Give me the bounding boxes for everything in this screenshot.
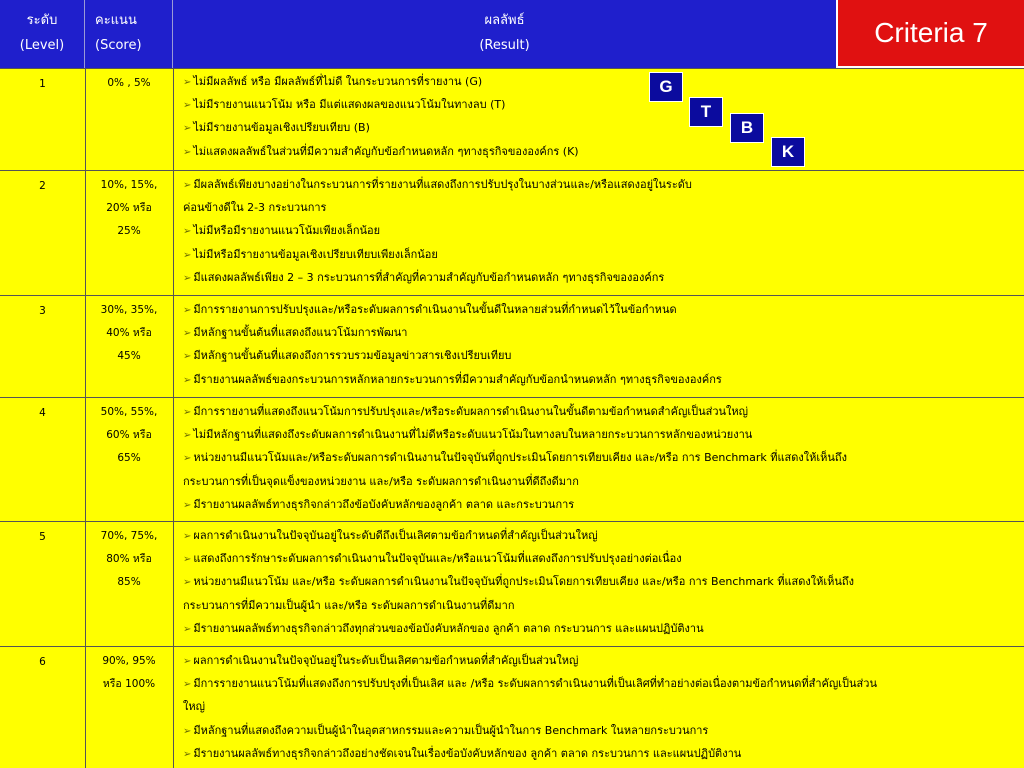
bullet-icon: ➢ bbox=[183, 249, 192, 261]
row-level: 6 bbox=[39, 656, 46, 668]
score-line: 0% , 5% bbox=[107, 77, 151, 89]
row-level: 1 bbox=[39, 78, 46, 90]
list-item: กระบวนการที่มีความเป็นผู้นำ และ/หรือ ระดับผลการดำเนินงานที่ดีมาก bbox=[183, 598, 515, 612]
score-line: หรือ 100% bbox=[102, 678, 156, 690]
bullet-icon: ➢ bbox=[183, 351, 192, 363]
row-result-list bbox=[183, 400, 1018, 516]
score-line: 10%, 15%, bbox=[100, 179, 158, 191]
list-item: ➢ มีหลักฐานขั้นต้นที่แสดงถึงการรวบรวมข้อมูลข่าวสารเชิงเปรียบเทียบ bbox=[183, 349, 512, 363]
row-score bbox=[85, 72, 173, 95]
list-item: ➢ มีการรายงานที่แสดงถึงแนวโน้มการปรับปรุงและ/หรือระดับผลการดำเนินงานในขั้นดีตามข้อกำหนดสำคัญเป็นส่วนใหญ่ bbox=[183, 405, 749, 418]
row-divider bbox=[0, 295, 1024, 296]
list-item: ➢ ไม่มีรายงานแนวโน้ม หรือ มีแต่แสดงผลของแนวโน้มในทางลบ (T) bbox=[183, 98, 506, 112]
bullet-icon: ➢ bbox=[183, 531, 192, 542]
score-header-english: (Score) bbox=[95, 38, 142, 53]
list-item: ➢ ผลการดำเนินงานในปัจจุบันอยู่ในระดับเป็นเลิศตามข้อกำหนดที่สำคัญเป็นส่วนใหญ่ bbox=[183, 654, 579, 667]
list-item: ➢ แสดงถึงการรักษาระดับผลการดำเนินงานในปัจจุบันและ/หรือแนวโน้มที่แสดงถึงการปรับปรุงอย่างต่อเนื่อง bbox=[183, 552, 682, 566]
list-item: กระบวนการที่เป็นจุดแข็งของหน่วยงาน และ/หรือ ระดับผลการดำเนินงานที่ดีถึงดีมาก bbox=[183, 474, 579, 488]
score-line: 20% หรือ bbox=[106, 202, 152, 214]
badge-g: G bbox=[649, 72, 683, 102]
bullet-icon: ➢ bbox=[183, 180, 192, 191]
column-divider bbox=[173, 68, 174, 768]
list-item: ใหญ่ bbox=[183, 700, 205, 714]
criteria-title: Criteria 7 bbox=[874, 17, 988, 48]
bullet-icon: ➢ bbox=[183, 623, 192, 635]
score-line: 40% หรือ bbox=[106, 327, 152, 339]
list-item: ➢ มีผลลัพธ์เพียงบางอย่างในกระบวนการที่รายงานที่แสดงถึงการปรับปรุงในบางส่วนและ/หรือแสดงอยู่ในระดับ bbox=[183, 178, 692, 191]
list-item: ➢ หน่วยงานมีแนวโน้ม และ/หรือ ระดับผลการดำเนินงานในปัจจุบันที่ถูกประเมินโดยการเทียบเคียง และ/หรือ การ Benchmark ที่แสดงให้เห็นถึง bbox=[183, 575, 854, 589]
score-line: 90%, 95% bbox=[102, 655, 156, 667]
row-score bbox=[85, 299, 173, 368]
row-divider bbox=[0, 521, 1024, 522]
bullet-icon: ➢ bbox=[183, 77, 192, 88]
level-column-header bbox=[0, 0, 85, 68]
score-line: 65% bbox=[117, 452, 141, 464]
row-score bbox=[85, 401, 173, 470]
criteria-title-box bbox=[836, 0, 1024, 68]
bullet-icon: ➢ bbox=[183, 100, 192, 112]
bullet-icon: ➢ bbox=[183, 305, 192, 316]
score-header-thai: คะแนน bbox=[95, 13, 137, 28]
bullet-icon: ➢ bbox=[183, 748, 192, 760]
bullet-icon: ➢ bbox=[183, 430, 192, 442]
result-header-english: (Result) bbox=[479, 38, 530, 53]
row-result-list bbox=[183, 70, 1018, 163]
bullet-icon: ➢ bbox=[183, 272, 192, 284]
row-level: 5 bbox=[39, 531, 46, 543]
bullet-icon: ➢ bbox=[183, 679, 192, 691]
badge-t: T bbox=[689, 97, 723, 127]
badge-b: B bbox=[730, 113, 764, 143]
list-item: ➢ ไม่มีหรือมีรายงานข้อมูลเชิงเปรียบเทียบเพียงเล็กน้อย bbox=[183, 247, 438, 261]
bullet-icon: ➢ bbox=[183, 725, 192, 737]
row-score bbox=[85, 174, 173, 243]
list-item: ➢ มีการรายงานแนวโน้มที่แสดงถึงการปรับปรุงที่เป็นเลิศ และ /หรือ ระดับผลการดำเนินงานที่เป็นเลิศที่ทำอย่างต่อเนื่องตามข้อกำหนดที่สำคัญเป็นส่วน bbox=[183, 677, 877, 691]
row-score bbox=[85, 525, 173, 594]
result-column-header bbox=[173, 0, 836, 68]
bullet-icon: ➢ bbox=[183, 328, 192, 340]
list-item: ➢ ไม่มีผลลัพธ์ หรือ มีผลลัพธ์ที่ไม่ดี ในกระบวนการที่รายงาน (G) bbox=[183, 75, 483, 88]
list-item: ➢ ผลการดำเนินงานในปัจจุบันอยู่ในระดับดีถึงเป็นเลิศตามข้อกำหนดที่สำคัญเป็นส่วนใหญ่ bbox=[183, 529, 598, 542]
bullet-icon: ➢ bbox=[183, 146, 192, 158]
row-level: 2 bbox=[39, 180, 46, 192]
list-item: ➢ ไม่มีหรือมีรายงานแนวโน้มเพียงเล็กน้อย bbox=[183, 224, 381, 238]
row-divider bbox=[0, 646, 1024, 647]
bullet-icon: ➢ bbox=[183, 499, 192, 511]
list-item: ➢ ไม่มีรายงานข้อมูลเชิงเปรียบเทียบ (B) bbox=[183, 121, 370, 135]
score-line: 25% bbox=[117, 225, 141, 237]
list-item: ➢ มีรายงานผลลัพธ์ทางธุรกิจกล่าวถึงข้อบังคับหลักของลูกค้า ตลาด และกระบวนการ bbox=[183, 497, 575, 511]
bullet-icon: ➢ bbox=[183, 123, 192, 135]
list-item: ➢ มีแสดงผลลัพธ์เพียง 2 – 3 กระบวนการที่สำคัญที่ความสำคัญกับข้อกำหนดหลัก ๆทางธุรกิจขององค์กร bbox=[183, 270, 665, 284]
row-level: 4 bbox=[39, 407, 46, 419]
list-item: ➢ มีรายงานผลลัพธ์ของกระบวนการหลักหลายกระบวนการที่มีความสำคัญกับข้อกนำหนดหลัก ๆทางธุรกิจขององค์กร bbox=[183, 372, 722, 386]
score-line: 60% หรือ bbox=[106, 429, 152, 441]
row-result-list bbox=[183, 649, 1018, 765]
score-line: 30%, 35%, bbox=[100, 304, 158, 316]
score-line: 80% หรือ bbox=[106, 553, 152, 565]
level-header-thai: ระดับ bbox=[26, 13, 58, 28]
result-header-thai: ผลลัพธ์ bbox=[484, 13, 525, 28]
row-result-list bbox=[183, 524, 1018, 640]
list-item: ➢ มีหลักฐานที่แสดงถึงความเป็นผู้นำในอุตสาหกรรมและความเป็นผู้นำในการ Benchmark ในหลายกระบวนการ bbox=[183, 723, 709, 737]
list-item: ➢ ไม่แสดงผลลัพธ์ในส่วนที่มีความสำคัญกับข้อกำหนดหลัก ๆทางธุรกิจขององค์กร (K) bbox=[183, 144, 579, 158]
score-line: 50%, 55%, bbox=[100, 406, 158, 418]
list-item: ➢ มีรายงานผลลัพธ์ทางธุรกิจกล่าวถึงทุกส่วนของข้อบังคับหลักของ ลูกค้า ตลาด กระบวนการ และแผนปฏิบัติงาน bbox=[183, 621, 704, 635]
list-item: ➢ มีการรายงานการปรับปรุงและ/หรือระดับผลการดำเนินงานในขั้นดีในหลายส่วนที่กำหนดไว้ในข้อกำหนด bbox=[183, 303, 677, 316]
row-divider bbox=[0, 68, 1024, 69]
list-item: ➢ มีหลักฐานขั้นต้นที่แสดงถึงแนวโน้มการพัฒนา bbox=[183, 326, 408, 340]
row-divider bbox=[0, 397, 1024, 398]
row-divider bbox=[0, 170, 1024, 171]
bullet-icon: ➢ bbox=[183, 453, 192, 465]
score-line: 70%, 75%, bbox=[100, 530, 158, 542]
score-column-header bbox=[85, 0, 173, 68]
level-header-english: (Level) bbox=[19, 38, 65, 53]
bullet-icon: ➢ bbox=[183, 407, 192, 418]
list-item: ค่อนข้างดีใน 2-3 กระบวนการ bbox=[183, 201, 327, 215]
badge-k: K bbox=[771, 137, 805, 167]
bullet-icon: ➢ bbox=[183, 374, 192, 386]
row-result-list bbox=[183, 298, 1018, 391]
bullet-icon: ➢ bbox=[183, 554, 192, 566]
list-item: ➢ มีรายงานผลลัพธ์ทางธุรกิจกล่าวถึงอย่างชัดเจนในเรื่องข้อบังคับหลักของ ลูกค้า ตลาด กระบวนการ และแผนปฏิบัติงาน bbox=[183, 746, 742, 760]
bullet-icon: ➢ bbox=[183, 226, 192, 238]
score-line: 85% bbox=[117, 576, 141, 588]
score-line: 45% bbox=[117, 350, 141, 362]
row-level: 3 bbox=[39, 305, 46, 317]
bullet-icon: ➢ bbox=[183, 656, 192, 667]
list-item: ➢ หน่วยงานมีแนวโน้มและ/หรือระดับผลการดำเนินงานในปัจจุบันที่ถูกประเมินโดยการเทียบเคียง และ/หรือ การ Benchmark ที่แสดงให้เห็นถึง bbox=[183, 451, 847, 465]
bullet-icon: ➢ bbox=[183, 577, 192, 589]
list-item: ➢ ไม่มีหลักฐานที่แสดงถึงระดับผลการดำเนินงานที่ไม่ดีหรือระดับแนวโน้มในทางลบในหลายกระบวนการหลักของหน่วยงาน bbox=[183, 428, 753, 442]
row-result-list bbox=[183, 173, 1018, 289]
row-score bbox=[85, 650, 173, 696]
